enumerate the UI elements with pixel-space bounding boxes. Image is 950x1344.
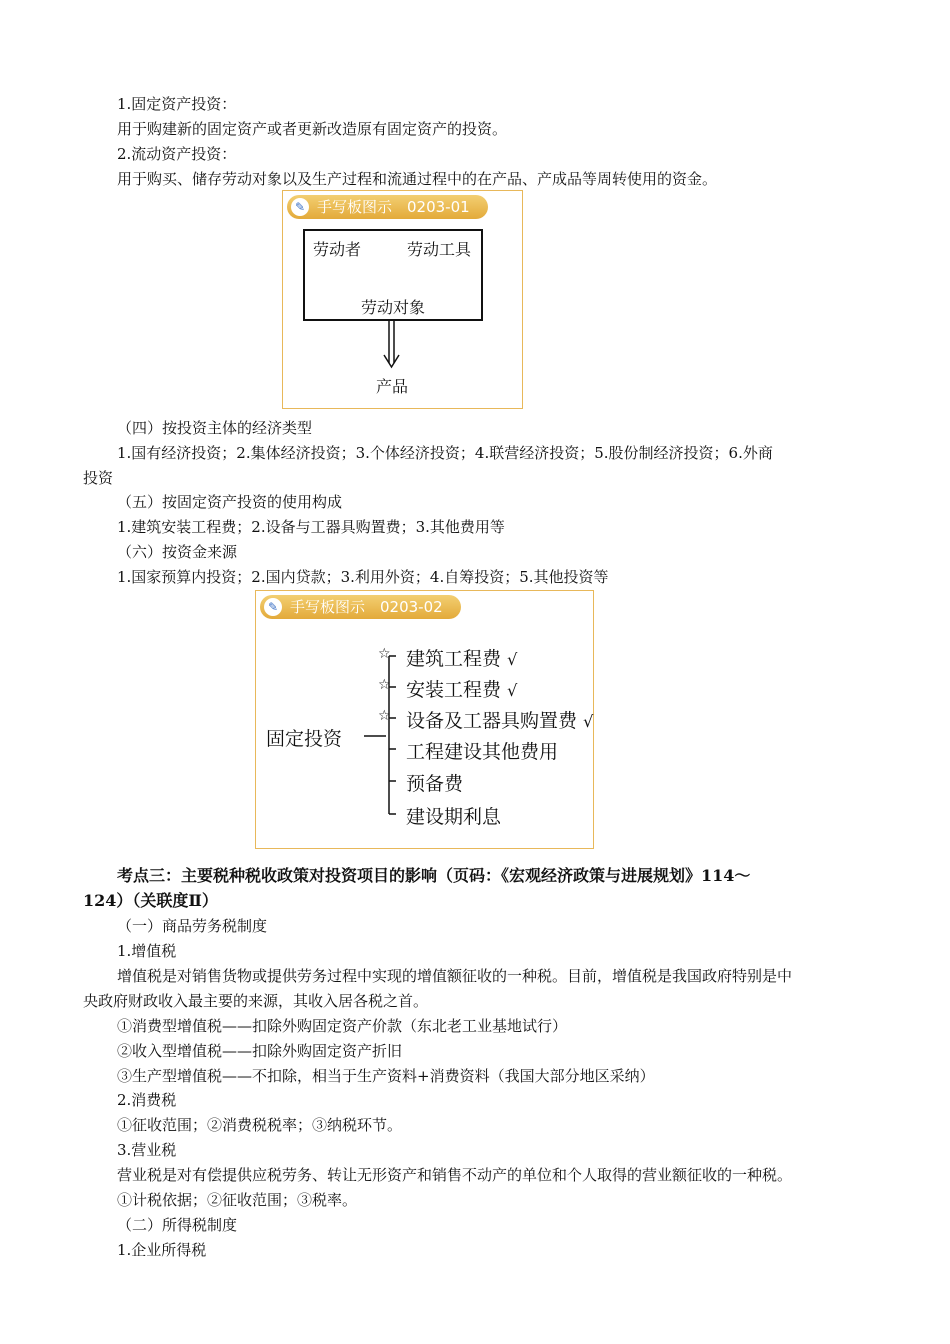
text-line: 1.企业所得税 (117, 1241, 207, 1259)
handwriting-figure-2 (255, 590, 594, 849)
tree-connectors (356, 646, 396, 826)
figure-tag (260, 595, 461, 619)
tree-item-label: 建设期利息 (406, 806, 502, 828)
tools-label: 劳动工具 (407, 240, 472, 259)
labor-label: 劳动者 (313, 240, 362, 259)
text-line: （四）按投资主体的经济类型 (117, 419, 313, 437)
text-line: 2.消费税 (117, 1091, 177, 1109)
tree-item-label: 工程建设其他费用 (406, 741, 559, 763)
text-line: （一）商品劳务税制度 (117, 917, 268, 935)
text-line: 1.增值税 (117, 942, 177, 960)
text-line: ①计税依据；②征收范围；③税率。 (117, 1191, 358, 1209)
star-icon: ☆ (378, 646, 391, 662)
tree-item (406, 675, 517, 702)
text-line: 央政府财政收入最主要的来源，其收入居各税之首。 (83, 992, 429, 1010)
figure-tag (287, 195, 488, 219)
tree-item (406, 706, 593, 733)
text-line: 用于购买、储存劳动对象以及生产过程和流通过程中的在产品、产成品等周转使用的资金。 (117, 170, 718, 188)
text-line: ①消费型增值税——扣除外购固定资产价款（东北老工业基地试行） (117, 1017, 568, 1035)
down-arrow-icon (381, 321, 403, 371)
tree-item (406, 644, 517, 671)
text-line: 营业税是对有偿提供应税劳务、转让无形资产和销售不动产的单位和个人取得的营业额征收的一种税。 (117, 1166, 793, 1184)
text-line: 用于购建新的固定资产或者更新改造原有固定资产的投资。 (117, 120, 508, 138)
text-line: （五）按固定资产投资的使用构成 (117, 493, 343, 511)
object-label: 劳动对象 (361, 298, 426, 317)
text-line: ③生产型增值税——不扣除，相当于生产资料+消费资料（我国大部分地区采纳） (117, 1067, 655, 1085)
tree-item-label: 设备及工器具购置费 (406, 710, 578, 732)
section-heading: 考点三：主要税种税收政策对投资项目的影响（页码：《宏观经济政策与进展规划》114～ (117, 866, 751, 885)
text-line: 1.固定资产投资： (117, 95, 237, 113)
check-mark: √ (583, 712, 594, 731)
tree-item-label: 预备费 (406, 773, 464, 795)
section-heading-cont: 124）（关联度Ⅱ） (83, 891, 218, 910)
text-line: 2.流动资产投资： (117, 145, 237, 163)
text-line: 增值税是对销售货物或提供劳务过程中实现的增值额征收的一种税。目前，增值税是我国政府特别是中 (117, 967, 793, 985)
star-icon: ☆ (378, 677, 391, 693)
star-icon: ☆ (378, 708, 391, 724)
text-line: （六）按资金来源 (117, 543, 238, 561)
text-line: （二）所得税制度 (117, 1216, 238, 1234)
text-line: 投资 (83, 469, 114, 487)
handwriting-figure-1 (282, 190, 523, 409)
tree-item (406, 802, 501, 829)
product-label: 产品 (376, 377, 409, 396)
tree-item (406, 737, 558, 764)
check-mark: √ (507, 681, 518, 700)
figure-tag-label: 手写板图示 0203-02 (290, 598, 443, 616)
text-line: 1.国有经济投资；2.集体经济投资；3.个体经济投资；4.联营经济投资；5.股份制经济投资；6.外商 (117, 444, 773, 462)
check-mark: √ (507, 650, 518, 669)
text-line: ①征收范围；②消费税税率；③纳税环节。 (117, 1116, 403, 1134)
text-line: 3.营业税 (117, 1141, 177, 1159)
text-line: 1.建筑安装工程费；2.设备与工器具购置费；3.其他费用等 (117, 518, 505, 536)
pen-icon: ✎ (291, 198, 309, 216)
tree-item-label: 安装工程费 (406, 679, 502, 701)
text-line: 1.国家预算内投资；2.国内贷款；3.利用外资；4.自筹投资；5.其他投资等 (117, 568, 609, 586)
pen-icon: ✎ (264, 598, 282, 616)
tree-root-label: 固定投资 (266, 728, 343, 750)
figure-tag-label: 手写板图示 0203-01 (317, 198, 470, 216)
text-line: ②收入型增值税——扣除外购固定资产折旧 (117, 1042, 403, 1060)
tree-item-label: 建筑工程费 (406, 648, 502, 670)
tree-item (406, 769, 463, 796)
